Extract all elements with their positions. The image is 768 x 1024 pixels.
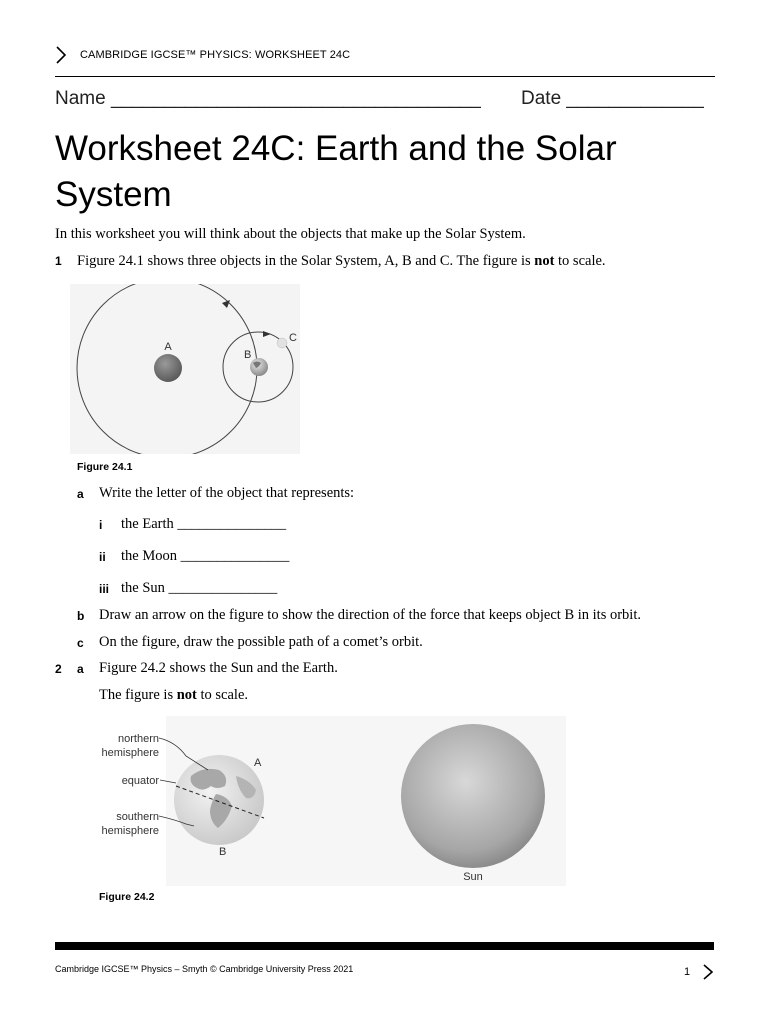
- footer-bar: [55, 942, 714, 950]
- part-letter: c: [77, 636, 84, 650]
- part-letter: b: [77, 609, 85, 623]
- name-field: Name ___________________________________: [55, 88, 481, 109]
- label-a: A: [164, 341, 172, 353]
- label-b: B: [219, 846, 227, 858]
- label-equator: equator: [121, 775, 159, 787]
- label-sun: Sun: [463, 871, 483, 883]
- date-field: Date _____________: [521, 88, 704, 109]
- header-divider: [55, 76, 715, 77]
- figure-caption: Figure 24.1: [77, 461, 133, 473]
- footer-copyright: Cambridge IGCSE™ Physics – Smyth © Cambridge University Press 2021: [55, 964, 354, 974]
- label-c: C: [289, 332, 297, 344]
- header-title: CAMBRIDGE IGCSE™ PHYSICS: WORKSHEET 24C: [80, 49, 351, 61]
- figure-24-2-diagram: [96, 716, 566, 886]
- subpart-earth: the Earth _______________: [121, 516, 287, 532]
- figure-caption: Figure 24.2: [99, 891, 155, 903]
- figure-24-1-diagram: [70, 284, 300, 454]
- label-a: A: [254, 757, 262, 769]
- question-number: 1: [55, 254, 62, 268]
- intro-text: In this worksheet you will think about the objects that make up the Solar System.: [55, 226, 526, 242]
- label-b: B: [244, 349, 252, 361]
- part-c-text: On the figure, draw the possible path of a comet’s orbit.: [99, 634, 423, 650]
- page-title-line: Worksheet 24C: Earth and the Solar: [55, 129, 617, 168]
- subpart-numeral: ii: [99, 550, 106, 564]
- part-a-text: Write the letter of the object that represents:: [99, 485, 355, 501]
- label-northern: northern: [118, 733, 159, 745]
- part-letter: a: [77, 662, 84, 676]
- chevron-right-icon: [54, 45, 68, 65]
- scale-note: The figure is not to scale.: [99, 687, 249, 703]
- label-hemisphere: hemisphere: [101, 825, 159, 837]
- page-number: 1: [684, 966, 691, 978]
- chevron-right-icon[interactable]: [702, 963, 714, 981]
- page-title: [55, 126, 695, 218]
- label-hemisphere: hemisphere: [101, 747, 159, 759]
- part-letter: a: [77, 487, 84, 501]
- subpart-moon: the Moon _______________: [121, 548, 290, 564]
- question-number: 2: [55, 662, 62, 676]
- question-2-text: Figure 24.2 shows the Sun and the Earth.: [99, 660, 338, 676]
- subpart-sun: the Sun _______________: [121, 580, 278, 596]
- part-b-text: Draw an arrow on the figure to show the direction of the force that keeps object B in its orbit.: [99, 607, 641, 623]
- subpart-numeral: iii: [99, 582, 110, 596]
- label-southern: southern: [116, 811, 159, 823]
- question-1-text: Figure 24.1 shows three objects in the Solar System, A, B and C. The figure is not to scale.: [77, 253, 606, 269]
- page-title-line: System: [55, 175, 172, 214]
- subpart-numeral: i: [99, 518, 103, 532]
